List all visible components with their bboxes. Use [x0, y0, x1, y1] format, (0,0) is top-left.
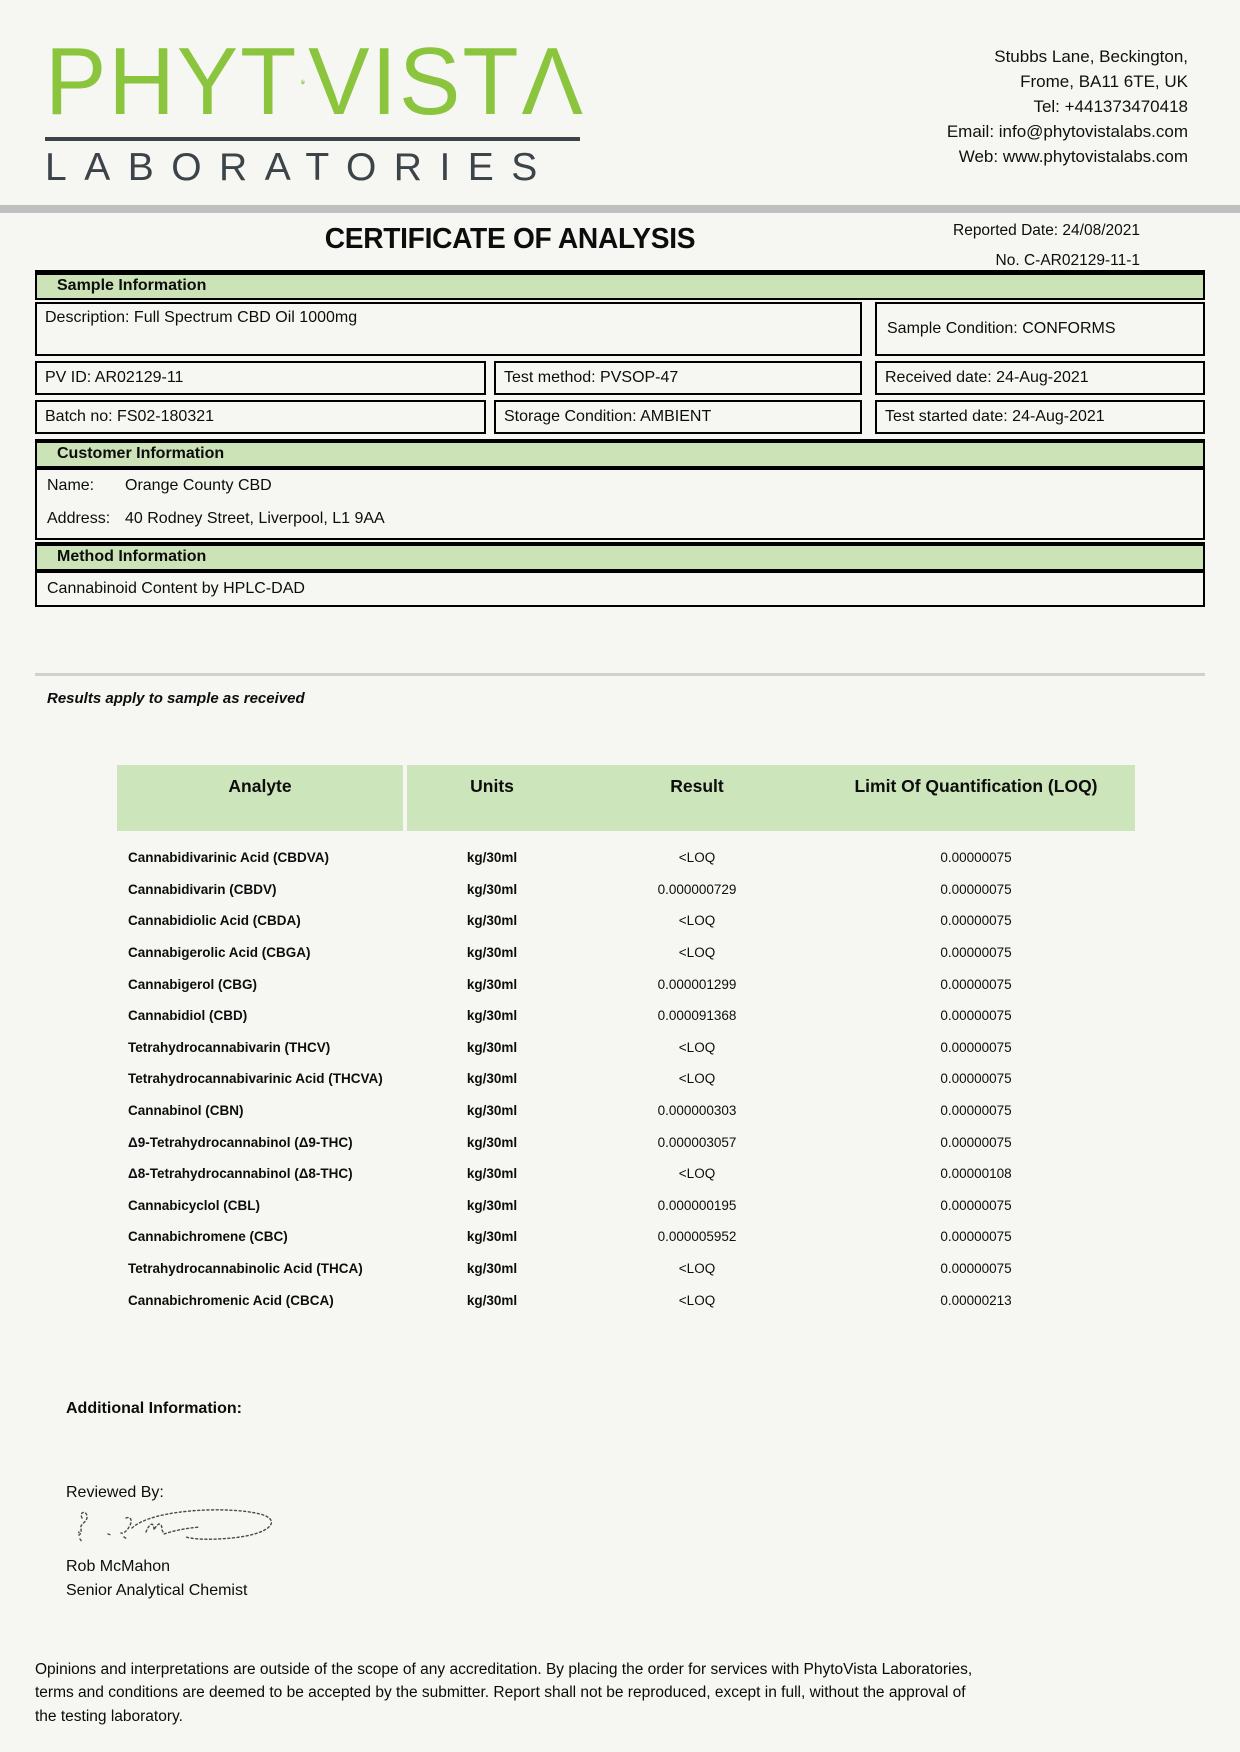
- units-cell: kg/30ml: [466, 1071, 518, 1087]
- result-cell: <LOQ: [678, 1166, 716, 1182]
- loq-cell: 0.00000075: [940, 976, 1012, 992]
- test-method: Test method: PVSOP-47: [494, 361, 862, 395]
- table-row: [117, 1000, 1135, 1032]
- contact-address-line2: Frome, BA11 6TE, UK: [1020, 72, 1188, 91]
- loq-cell: 0.00000213: [940, 1292, 1012, 1308]
- results-divider: [35, 673, 1205, 676]
- customer-address-value: 40 Rodney Street, Liverpool, L1 9AA: [125, 510, 385, 527]
- loq-cell: 0.00000075: [940, 1261, 1012, 1277]
- table-row: [117, 1095, 1135, 1127]
- certificate-title: CERTIFICATE OF ANALYSIS: [324, 223, 696, 255]
- sample-description: Description: Full Spectrum CBD Oil 1000mg: [35, 302, 862, 356]
- table-row: [117, 1126, 1135, 1158]
- loq-cell: 0.00000075: [940, 1197, 1012, 1213]
- customer-address-label: Address:: [47, 510, 111, 527]
- result-cell: 0.000000303: [657, 1103, 737, 1119]
- table-row: [117, 1253, 1135, 1285]
- footer-line1: Opinions and interpretations are outside of the scope of any accreditation. By placing the order for services with PhytoVista Laboratories,: [35, 1660, 973, 1678]
- loq-cell: 0.00000075: [940, 1229, 1012, 1245]
- units-cell: kg/30ml: [466, 1261, 518, 1277]
- footer-line3: the testing laboratory.: [35, 1707, 183, 1725]
- units-cell: kg/30ml: [466, 1134, 518, 1150]
- sample-information-header: Sample Information: [35, 270, 1205, 300]
- batch-no: Batch no: FS02-180321: [35, 400, 486, 434]
- result-cell: 0.000005952: [657, 1229, 737, 1245]
- table-row: [117, 1063, 1135, 1095]
- units-cell: kg/30ml: [466, 850, 518, 866]
- result-cell: 0.000000729: [657, 881, 737, 897]
- loq-cell: 0.00000108: [940, 1166, 1012, 1182]
- phytovista-logo: [45, 30, 585, 190]
- analyte-cell: Cannabicyclol (CBL): [128, 1197, 261, 1213]
- analyte-cell: Cannabigerol (CBG): [128, 976, 258, 992]
- contact-web: Web: www.phytovistalabs.com: [958, 147, 1188, 166]
- results-note: Results apply to sample as received: [47, 690, 305, 707]
- table-row: [117, 1190, 1135, 1222]
- header-analyte: Analyte: [117, 765, 403, 831]
- table-row: [117, 905, 1135, 937]
- analyte-cell: Tetrahydrocannabivarinic Acid (THCVA): [128, 1071, 383, 1087]
- customer-name-line: [47, 477, 1193, 495]
- header-loq: Limit Of Quantification (LOQ): [817, 765, 1135, 831]
- signature-icon: [68, 1506, 298, 1554]
- table-row: [117, 937, 1135, 969]
- loq-cell: 0.00000075: [940, 850, 1012, 866]
- table-row: [117, 1284, 1135, 1316]
- leaf-o-icon: [301, 30, 305, 134]
- units-cell: kg/30ml: [466, 1008, 518, 1024]
- loq-cell: 0.00000075: [940, 881, 1012, 897]
- result-cell: <LOQ: [678, 1071, 716, 1087]
- logo-wordmark: [45, 30, 585, 134]
- result-cell: 0.000000195: [657, 1197, 737, 1213]
- method-box: Cannabinoid Content by HPLC-DAD: [35, 571, 1205, 607]
- contact-phone: Tel: +441373470418: [1033, 97, 1188, 116]
- sample-batch-row: [35, 400, 1205, 434]
- loq-cell: 0.00000075: [940, 913, 1012, 929]
- table-row: [117, 1158, 1135, 1190]
- customer-information-header: Customer Information: [35, 439, 1205, 468]
- table-row: [117, 1032, 1135, 1064]
- results-table-header: [117, 765, 1135, 831]
- table-row: [117, 842, 1135, 874]
- contact-email: Email: info@phytovistalabs.com: [946, 122, 1188, 141]
- storage-condition: Storage Condition: AMBIENT: [494, 400, 862, 434]
- title-row: [0, 213, 1240, 270]
- reviewer-title: Senior Analytical Chemist: [66, 1581, 248, 1599]
- reported-date: Reported Date: 24/08/2021: [953, 222, 1140, 239]
- result-cell: 0.000003057: [657, 1134, 737, 1150]
- analyte-cell: Tetrahydrocannabinolic Acid (THCA): [128, 1261, 363, 1277]
- header-result: Result: [577, 765, 817, 831]
- additional-information-label: Additional Information:: [66, 1399, 242, 1417]
- reviewed-by-label: Reviewed By:: [66, 1483, 164, 1501]
- logo-text-a: Λ: [521, 28, 585, 136]
- report-number: No. C-AR02129-11-1: [995, 252, 1140, 269]
- units-cell: kg/30ml: [466, 913, 518, 929]
- analyte-cell: Cannabichromene (CBC): [128, 1229, 288, 1245]
- logo-divider: [45, 137, 580, 141]
- footer-line2: terms and conditions are deemed to be accepted by the submitter. Report shall not be reproduced, except in full, without the approval of: [35, 1684, 966, 1702]
- analyte-cell: Cannabidivarin (CBDV): [128, 881, 277, 897]
- table-row: [117, 968, 1135, 1000]
- contact-address-line1: Stubbs Lane, Beckington,: [994, 47, 1188, 66]
- units-cell: kg/30ml: [466, 1166, 518, 1182]
- sample-condition: Sample Condition: CONFORMS: [875, 302, 1205, 356]
- header-divider-bar: [0, 205, 1240, 213]
- reviewer-name: Rob McMahon: [66, 1557, 171, 1575]
- header: [0, 0, 1240, 205]
- analyte-cell: Tetrahydrocannabivarin (THCV): [128, 1039, 331, 1055]
- contact-block: [947, 44, 1188, 169]
- analyte-cell: Cannabidiol (CBD): [128, 1008, 248, 1024]
- loq-cell: 0.00000075: [940, 1071, 1012, 1087]
- customer-box: [35, 468, 1205, 540]
- units-cell: kg/30ml: [466, 881, 518, 897]
- analyte-cell: Δ8-Tetrahydrocannabinol (Δ8-THC): [128, 1166, 353, 1182]
- received-date: Received date: 24-Aug-2021: [875, 361, 1205, 395]
- units-cell: kg/30ml: [466, 1039, 518, 1055]
- customer-name-value: Orange County CBD: [125, 477, 272, 494]
- units-cell: kg/30ml: [466, 945, 518, 961]
- sample-description-row: [35, 302, 1205, 356]
- table-row: [117, 874, 1135, 906]
- analyte-cell: Cannabigerolic Acid (CBGA): [128, 945, 311, 961]
- loq-cell: 0.00000075: [940, 1039, 1012, 1055]
- result-cell: <LOQ: [678, 850, 716, 866]
- result-cell: <LOQ: [678, 1261, 716, 1277]
- analyte-cell: Δ9-Tetrahydrocannabinol (Δ9-THC): [128, 1134, 353, 1150]
- units-cell: kg/30ml: [466, 1229, 518, 1245]
- bottom-block: [66, 1400, 1240, 1600]
- units-cell: kg/30ml: [466, 976, 518, 992]
- footer-disclaimer: [35, 1658, 1205, 1729]
- header-units: Units: [407, 765, 577, 831]
- method-information-header: Method Information: [35, 542, 1205, 571]
- logo-subtitle: LABORATORIES: [45, 146, 555, 189]
- units-cell: kg/30ml: [466, 1292, 518, 1308]
- result-cell: <LOQ: [678, 1292, 716, 1308]
- analyte-cell: Cannabinol (CBN): [128, 1103, 244, 1119]
- analyte-cell: Cannabichromenic Acid (CBCA): [128, 1292, 334, 1308]
- results-table-body: [117, 831, 1135, 1316]
- table-row: [117, 1221, 1135, 1253]
- loq-cell: 0.00000075: [940, 1134, 1012, 1150]
- pv-id: PV ID: AR02129-11: [35, 361, 486, 395]
- loq-cell: 0.00000075: [940, 1008, 1012, 1024]
- logo-text-phyt: PHYT: [45, 28, 299, 136]
- test-started-date: Test started date: 24-Aug-2021: [875, 400, 1205, 434]
- analyte-cell: Cannabidivarinic Acid (CBDVA): [128, 850, 330, 866]
- units-cell: kg/30ml: [466, 1197, 518, 1213]
- result-cell: 0.000091368: [657, 1008, 737, 1024]
- results-table: [117, 765, 1135, 1316]
- customer-name-label: Name:: [47, 477, 95, 494]
- analyte-cell: Cannabidiolic Acid (CBDA): [128, 913, 301, 929]
- result-cell: <LOQ: [678, 945, 716, 961]
- logo-text-vist: VIST: [308, 28, 521, 136]
- result-cell: <LOQ: [678, 913, 716, 929]
- loq-cell: 0.00000075: [940, 945, 1012, 961]
- result-cell: 0.000001299: [657, 976, 737, 992]
- result-cell: <LOQ: [678, 1039, 716, 1055]
- sample-ids-row: [35, 361, 1205, 395]
- customer-address-line: [47, 510, 1193, 528]
- loq-cell: 0.00000075: [940, 1103, 1012, 1119]
- units-cell: kg/30ml: [466, 1103, 518, 1119]
- info-sections: [35, 270, 1205, 607]
